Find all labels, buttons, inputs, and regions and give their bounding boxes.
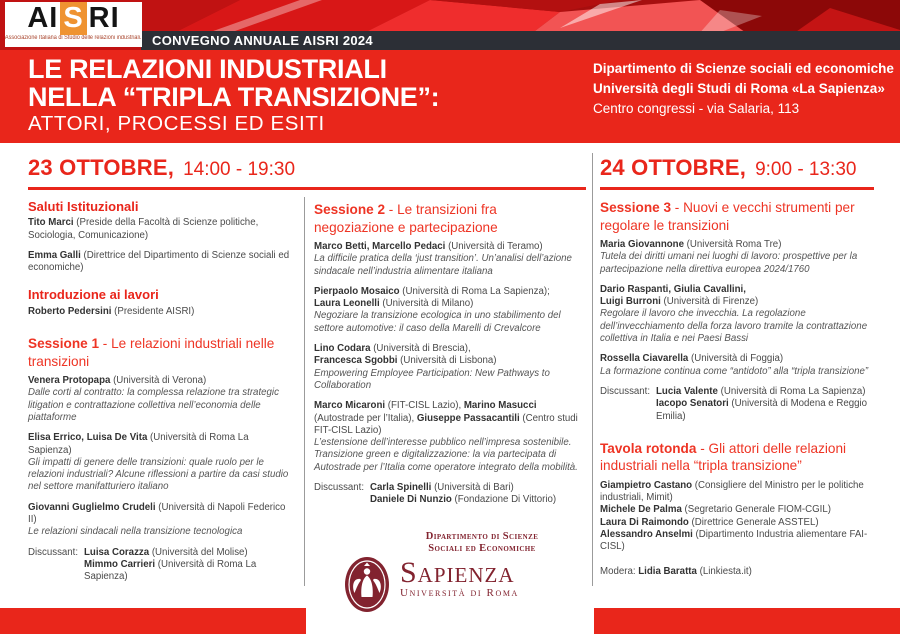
column-day1-left xyxy=(28,201,292,584)
heading-introduzione: Introduzione ai lavori xyxy=(28,287,159,303)
title-subtitle: ATTORI, PROCESSI ED ESITI xyxy=(28,112,325,135)
paper-entry: Dario Raspanti, Giulia Cavallini, Luigi Burroni (Università di Firenze) Regolare il lavoro che invecchia. La regolazione dell’invecchiamento della forza lavoro tramite la contrattazione collettiva in Italia e nei Paesi Bassi xyxy=(600,283,868,345)
speaker-entry: Giampietro Castano (Consigliere del Ministro per le politiche industriali, Mimit) xyxy=(600,479,864,504)
paper-entry: Maria Giovannone (Università Roma Tre) Tutela dei diritti umani nei luoghi di lavoro: prospettive per la partecipazione nella direttiva europea 2024/1760 xyxy=(600,239,858,275)
paper-entry: Pierpaolo Mosaico (Università di Roma La Sapienza); Laura Leonelli (Università di Milano) Negoziare la transizione ecologica in uno stabilimento del settore automotive: il caso della Marelli di Crevalcore xyxy=(314,285,561,334)
discussant-block: Discussant: Lucia Valente (Università di Roma La Sapienza) Iacopo Senatori (Università di Modena e Reggio Emilia) xyxy=(600,386,876,423)
sapienza-subtitle: Università di Roma xyxy=(400,587,519,599)
day2-date: 24 OTTOBRE, xyxy=(600,155,747,180)
day2-time: 9:00 - 13:30 xyxy=(755,159,857,180)
heading-tavola-rotonda: Tavola rotonda - Gli attori delle relazioni industriali nella “tripla transizione” xyxy=(600,440,847,474)
sapienza-seal-icon xyxy=(344,556,390,613)
heading-sessione-1: Sessione 1 - Le relazioni industriali nelle transizioni xyxy=(28,336,275,369)
discussant-entry: Iacopo Senatori (Università di Modena e Reggio Emilia) xyxy=(656,398,868,422)
column-divider-right xyxy=(592,153,593,586)
aisri-wordmark xyxy=(27,2,119,35)
paper-entry: Marco Micaroni (FIT-CISL Lazio), Marino Masucci (Autostrade per l’Italia), Giuseppe Passacantili (Centro studi FIT-CISL Lazio) L’estensione dell’interesse pubblico nell’impresa sostenibile. Transizione green e digitalizzazione: la via partecipata di Autostrade per l’Italia come operatore integrato della mobilità. xyxy=(314,400,578,473)
venue-university: Università degli Studi di Roma «La Sapienza» xyxy=(593,81,885,96)
column-divider-left xyxy=(304,197,305,586)
discussant-entry: Daniele Di Nunzio (Fondazione Di Vittorio) xyxy=(370,494,557,506)
poster-title xyxy=(28,56,439,136)
discussant-block: Discussant: Carla Spinelli (Università di Bari) Daniele Di Nunzio (Fondazione Di Vittorio) xyxy=(314,482,557,506)
paper-entry: Giovanni Guglielmo Crudeli (Università di Napoli Federico II) Le relazioni sindacali nella transizione tecnologica xyxy=(28,501,286,538)
sapienza-department-text: Dipartimento di Scienze Sociali ed Economiche xyxy=(425,531,539,554)
venue-department: Dipartimento di Scienze sociali ed economiche xyxy=(593,61,894,76)
discussant-entry: Mimmo Carrieri (Università di Roma La Sapienza) xyxy=(84,558,257,583)
heading-sessione-3: Sessione 3 - Nuovi e vecchi strumenti per regolare le transizioni xyxy=(600,200,855,233)
moderator-entry: Modera: Lidia Baratta (Linkiesta.it) xyxy=(600,565,752,577)
top-banner xyxy=(0,0,900,50)
paper-entry: Elisa Errico, Luisa De Vita (Università di Roma La Sapienza) Gli impatti di genere delle transizioni: quale ruolo per le relazioni industriali? Alcune riflessioni a partire da casi studio nel settore manifatturiero italiano xyxy=(28,432,289,493)
heading-sessione-2: Sessione 2 - Le transizioni fra negoziazione e partecipazione xyxy=(314,202,498,235)
speaker-entry: Roberto Pedersini (Presidente AISRI) xyxy=(28,305,195,317)
venue-info xyxy=(593,59,894,119)
title-block xyxy=(0,50,900,143)
paper-entry: Lino Codara (Università di Brescia), Francesca Sgobbi (Università di Lisbona) Empowering Employee Participation: New Pathways to Collaboration xyxy=(314,343,550,391)
day2-header xyxy=(600,155,874,190)
discussant-entry: Luisa Corazza (Università del Molise) xyxy=(84,546,248,558)
aisri-letters-ri: RI xyxy=(88,2,120,34)
speaker-entry: Laura Di Raimondo (Direttrice Generale ASSTEL) xyxy=(600,516,819,528)
paper-entry: Rossella Ciavarella (Università di Foggia) La formazione continua come “antidoto” alla “tripla transizione” xyxy=(600,353,869,377)
convegno-badge xyxy=(141,31,900,50)
aisri-letters-ai: AI xyxy=(27,2,59,34)
footer-bar-right xyxy=(594,608,900,634)
aisri-tagline: Associazione Italiana di Studio delle relazioni industriali. xyxy=(5,35,142,41)
title-line-1: LE RELAZIONI INDUSTRIALI xyxy=(28,54,387,84)
discussant-block: Discussant: Luisa Corazza (Università del Molise) Mimmo Carrieri (Università di Roma La Sapienza) xyxy=(28,547,292,584)
venue-address: Centro congressi - via Salaria, 113 xyxy=(593,101,800,116)
aisri-logo xyxy=(5,2,142,47)
paper-entry: Marco Betti, Marcello Pedaci (Università di Teramo) La difficile pratica della ‘just transition’. Un’analisi dell’azione sindacale nell’industria alimentare italiana xyxy=(314,241,572,277)
footer-bar-left xyxy=(0,608,306,634)
discussant-entry: Lucia Valente (Università di Roma La Sapienza) xyxy=(656,385,866,397)
discussant-entry: Carla Spinelli (Università di Bari) xyxy=(370,482,514,494)
title-line-2: NELLA “TRIPLA TRANSIZIONE”: xyxy=(28,81,440,112)
column-day2 xyxy=(600,199,876,578)
paper-entry: Venera Protopapa (Università di Verona) Dalle corti al contratto: la complessa relazione tra strategic litigation e contrattazione collettiva nell’economia delle piattaforme xyxy=(28,375,279,423)
column-day1-right xyxy=(314,201,580,507)
day1-date: 23 OTTOBRE, xyxy=(28,155,175,180)
aisri-letter-s-orange: S xyxy=(60,2,86,35)
day1-time: 14:00 - 19:30 xyxy=(183,159,296,180)
speaker-entry: Michele De Palma (Segretario Generale FIOM-CGIL) xyxy=(600,504,831,516)
heading-saluti: Saluti Istituzionali xyxy=(28,199,139,214)
speaker-entry: Emma Galli (Direttrice del Dipartimento di Scienze sociali ed economiche) xyxy=(28,249,290,274)
speaker-entry: Tito Marci (Preside della Facoltà di Scienze politiche, Sociologia, Comunicazione) xyxy=(28,217,259,241)
day1-header xyxy=(28,155,586,190)
sapienza-wordmark: Sapienza xyxy=(400,556,515,589)
speaker-entry: Alessandro Anselmi (Dipartimento Industria aliementare FAI-CISL) xyxy=(600,529,868,553)
convegno-badge-label: CONVEGNO ANNUALE AISRI 2024 xyxy=(152,33,373,48)
round-table-list xyxy=(600,480,876,554)
sapienza-logo xyxy=(338,531,590,613)
